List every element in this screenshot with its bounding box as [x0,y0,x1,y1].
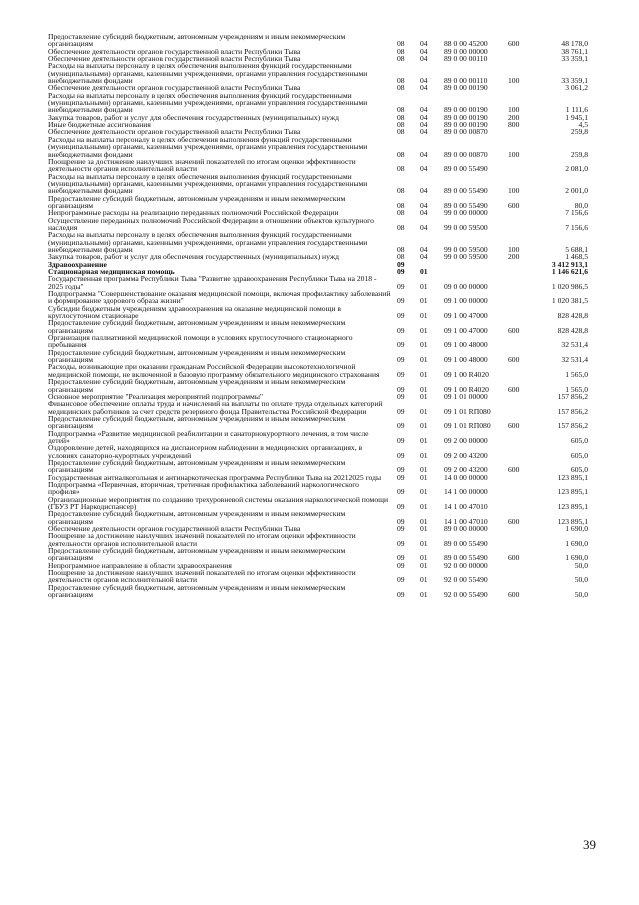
row-amount: 605,0 [570,465,588,475]
row-name: Обеспечение деятельности органов государственной власти Республики Тыва [48,524,301,534]
row-subsection: 01 [420,384,428,394]
row-subsection: 01 [420,406,428,416]
table-row [48,415,588,430]
table-row [48,334,588,349]
row-target-article: 09 1 00 48000 [444,340,488,350]
row-expense-type: 600 [508,516,520,526]
row-section: 08 [397,164,405,174]
row-subsection: 01 [420,421,428,431]
table-row [48,195,588,210]
row-section: 08 [397,120,405,130]
row-amount: 1 565,0 [565,369,588,379]
row-section: 09 [397,524,405,534]
table-row [48,231,588,253]
row-amount: 828 428,8 [557,311,588,321]
row-section: 09 [397,281,405,291]
row-section: 09 [397,590,405,600]
row-expense-type: 100 [508,76,520,86]
row-subsection: 04 [420,208,428,218]
row-subsection: 01 [420,267,428,276]
row-amount: 1 565,0 [565,384,588,394]
row-target-article: 88 0 00 45200 [444,39,488,49]
row-expense-type: 600 [508,200,520,210]
row-target-article: 89 0 00 55490 [444,186,488,196]
row-name: Предоставление субсидий бюджетным, автономным учреждениям и иным некоммерческим организациям [48,377,346,394]
table-row [48,496,588,511]
row-subsection: 01 [420,369,428,379]
row-section: 08 [397,54,405,64]
row-name: Поощрение за достижение наилучших значений показателей по итогам оценки эффективности деятельности органов исполнительной власти [48,156,356,174]
row-subsection: 04 [420,127,428,137]
table-row [48,136,588,158]
row-name: Расходы на выплаты персоналу в целях обеспечения выполнения функций государственными (муниципальными) органами, казенными учреждениями, органами управления государственными внебюджетными фондами [48,61,368,86]
row-section: 08 [397,112,405,122]
row-target-article: 92 0 00 00000 [444,560,488,570]
row-target-article: 89 0 00 00000 [444,46,488,56]
table-row [48,510,588,525]
row-name: Поощрение за достижение наилучших значений показателей по итогам оценки эффективности деятельности органов исполнительной власти [48,531,356,548]
row-target-article: 14 1 00 00000 [444,487,488,497]
row-name: Предоставление субсидий бюджетным, автономным учреждениям и иным некоммерческим организациям [48,347,346,365]
row-section: 09 [397,553,405,563]
row-amount: 7 156,6 [565,222,588,232]
row-target-article: 09 1 01 00000 [444,391,488,401]
page-number: 39 [583,837,596,852]
table-row [48,158,588,173]
row-amount: 3 061,2 [565,83,588,93]
row-section: 09 [397,267,405,276]
row-section: 09 [397,435,405,445]
row-section: 09 [397,516,405,526]
row-subsection: 04 [420,120,428,130]
row-expense-type: 100 [508,105,520,115]
row-section: 09 [397,450,405,460]
row-section: 08 [397,244,405,254]
row-name: Предоставление субсидий бюджетным, автономным учреждениям и иным некоммерческим организациям [48,546,346,563]
row-name: Расходы, возникающие при оказании гражданам Российской Федерации высокотехнологичной медицинской помощи, не включенной в базовую программу обязательного медицинского страхования [48,362,380,379]
row-target-article: 92 0 00 55490 [444,590,488,600]
table-row [48,92,588,114]
row-subsection: 01 [420,296,428,306]
row-section: 08 [397,222,405,232]
row-amount: 50,0 [574,590,588,600]
row-name: Предоставление субсидий бюджетным, автономным учреждениям и иным некоммерческим организациям [48,413,346,431]
row-subsection: 04 [420,76,428,86]
row-amount: 1 020 381,5 [551,296,588,306]
row-subsection: 01 [420,450,428,460]
table-row [48,584,588,599]
row-subsection: 04 [420,105,428,115]
row-amount: 7 156,6 [565,208,588,218]
row-target-article: 14 0 00 00000 [444,472,488,482]
row-target-article: 09 1 00 00000 [444,296,488,306]
row-section: 09 [397,384,405,394]
table-row [48,62,588,84]
row-name: Организация паллиативной медицинской помощи в условиях круглосуточного стационарного пребывания [48,333,353,350]
row-target-article: 09 2 00 43200 [444,450,488,460]
row-name: Иные бюджетные ассигнования [48,120,151,130]
table-row [48,217,588,232]
row-section: 08 [397,76,405,86]
table-row [48,319,588,334]
row-target-article: 89 0 00 00000 [444,524,488,534]
row-amount: 123 895,1 [557,516,588,526]
table-row [48,290,588,305]
row-name: Государственная программа Республики Тыва "Развитие здравоохранения Республики Тыва на 2018 - 2025 годы" [48,274,377,291]
row-name: Расходы на выплаты персоналу в целях обеспечения выполнения функций государственными (муниципальными) органами, казенными учреждениями, органами управления государственными внебюджетными фондами [48,90,368,115]
row-amount: 1 690,0 [565,538,588,548]
row-target-article: 89 0 00 00190 [444,120,488,130]
row-target-article: 09 1 00 R4020 [444,384,489,394]
table-row [48,532,588,547]
row-section: 09 [397,472,405,482]
row-amount: 2 081,0 [565,164,588,174]
row-section: 09 [397,502,405,511]
row-name: Организационные мероприятия по созданию трехуровневой системы оказания наркологической помощи (ГБУЗ РТ Наркодиспансер) [48,494,389,511]
row-name: Здравоохранение [48,259,107,269]
row-name: Обеспечение деятельности органов государственной власти Республики Тыва [48,127,301,137]
row-name: Поощрение за достижение наилучших значений показателей по итогам оценки эффективности деятельности органов исполнительной власти [48,568,356,585]
row-name: Обеспечение деятельности органов государственной власти Республики Тыва [48,46,301,56]
row-amount: 48 178,0 [561,39,588,49]
row-subsection: 04 [420,149,428,159]
row-name: Расходы на выплаты персоналу в целях обеспечения выполнения функций государственными (муниципальными) органами, казенными учреждениями, органами управления государственными внебюджетными фондами [48,171,368,196]
row-subsection: 04 [420,46,428,56]
row-amount: 123 895,1 [557,502,588,511]
row-subsection: 01 [420,575,428,585]
row-amount: 1 111,6 [565,105,588,115]
row-section: 08 [397,127,405,137]
row-target-article: 89 0 00 55490 [444,538,488,548]
row-target-article: 09 1 01 RП080 [444,406,491,416]
row-amount: 32 531,4 [561,340,588,350]
table-row [48,430,588,445]
table-row [48,481,588,496]
row-expense-type: 600 [508,421,520,431]
row-amount: 33 359,1 [561,54,588,64]
row-expense-type: 600 [508,325,520,335]
row-section: 09 [397,421,405,431]
row-name: Обеспечение деятельности органов государственной власти Республики Тыва [48,54,301,64]
row-name: Расходы на выплаты персоналу в целях обеспечения выполнения функций государственными (муниципальными) органами, казенными учреждениями, органами управления государственными внебюджетными фондами [48,230,368,254]
row-target-article: 14 1 00 47010 [444,516,488,526]
row-amount: 1 690,0 [565,553,588,563]
row-target-article: 09 1 01 RП080 [444,421,491,431]
row-subsection: 01 [420,516,428,526]
row-subsection: 01 [420,553,428,563]
row-section: 08 [397,149,405,159]
table-row [48,378,588,393]
row-section: 08 [397,105,405,115]
row-subsection: 04 [420,200,428,210]
row-target-article: 92 0 00 55490 [444,575,488,585]
row-amount: 1 690,0 [565,524,588,534]
row-subsection: 01 [420,465,428,475]
row-expense-type: 600 [508,384,520,394]
table-row [48,173,588,195]
row-target-article: 89 0 00 00870 [444,127,488,137]
row-expense-type: 200 [508,112,520,122]
row-name: Государственная антиалкогольная и антинаркотическая программа Республики Тыва на 20212025 годы [48,472,382,482]
row-name: Предоставление субсидий бюджетным, автономным учреждениям и иным некоммерческим организациям [48,457,346,475]
row-section: 09 [397,538,405,548]
row-section: 08 [397,208,405,218]
row-expense-type: 100 [508,244,520,254]
row-subsection: 01 [420,325,428,335]
row-amount: 259,8 [570,127,588,137]
row-section: 09 [397,340,405,350]
row-name: Предоставление субсидий бюджетным, автономным учреждениям и иным некоммерческим организациям [48,32,346,49]
table-row [48,569,588,584]
row-amount: 123 895,1 [557,487,588,497]
row-target-article: 99 0 00 59500 [444,222,488,232]
row-subsection: 01 [420,590,428,600]
row-subsection: 04 [420,112,428,122]
row-section: 08 [397,200,405,210]
row-name: Осуществление переданных полномочий Российской Федерации в отношении объектов культурного наследия [48,215,374,232]
row-target-article: 09 1 00 47000 [444,311,488,321]
row-subsection: 01 [420,281,428,291]
table-row [48,459,588,474]
row-subsection: 01 [420,487,428,497]
row-name: Расходы на выплаты персоналу в целях обеспечения выполнения функций государственными (муниципальными) органами, казенными учреждениями, органами управления государственными внебюджетными фондами [48,134,368,159]
row-name: Непрограммные расходы на реализацию переданных полномочий Российской Федерации [48,208,339,218]
row-amount: 123 895,1 [557,472,588,482]
row-target-article: 09 1 00 47000 [444,325,488,335]
row-amount: 3 412 913,1 [551,259,588,269]
row-target-article: 99 0 00 59500 [444,252,488,262]
row-name: Основное мероприятие "Реализация мероприятий подпрограммы" [48,391,264,401]
row-amount: 157 856,2 [557,421,588,431]
row-subsection: 01 [420,472,428,482]
row-section: 08 [397,83,405,93]
table-row [48,547,588,562]
row-section: 09 [397,465,405,475]
row-expense-type: 100 [508,186,520,196]
table-row [48,33,588,48]
row-section: 09 [397,369,405,379]
row-section: 08 [397,46,405,56]
row-target-article: 09 1 00 48000 [444,355,488,365]
row-amount: 1 146 621,6 [551,267,588,276]
row-expense-type: 600 [508,590,520,600]
row-subsection: 01 [420,435,428,445]
row-target-article: 99 0 00 00000 [444,208,488,218]
table-row [48,253,588,260]
row-subsection: 01 [420,391,428,401]
table-row [48,349,588,364]
row-target-article: 89 0 00 55490 [444,553,488,563]
row-subsection: 04 [420,39,428,49]
row-expense-type: 600 [508,355,520,365]
row-section: 09 [397,406,405,416]
row-section: 09 [397,391,405,401]
row-name: Стационарная медицинская помощь [48,267,175,276]
row-name: Непрограммное направление в области здравоохранения [48,560,232,570]
row-amount: 828 428,8 [557,325,588,335]
row-target-article: 14 1 00 47010 [444,502,488,511]
row-amount: 157 856,2 [557,391,588,401]
row-name: Подпрограмма «Развитие медицинской реабилитации и санаторнокурортного лечения, в том числе детей» [48,428,369,445]
row-target-article: 89 0 00 00190 [444,112,488,122]
row-subsection: 01 [420,355,428,365]
row-subsection: 04 [420,222,428,232]
row-expense-type: 600 [508,465,520,475]
row-subsection: 01 [420,311,428,321]
row-target-article: 89 0 00 00110 [444,76,488,86]
row-subsection: 04 [420,244,428,254]
row-amount: 50,0 [574,560,588,570]
row-amount: 1 468,5 [565,252,588,262]
table-row [48,363,588,378]
row-target-article: 09 1 00 R4020 [444,369,489,379]
row-name: Подпрограмма «Первичная, вторичная, третичная профилактика заболеваний наркологического профиля» [48,479,359,497]
row-section: 09 [397,560,405,570]
budget-table [48,33,588,598]
table-row [48,400,588,415]
row-amount: 259,8 [570,149,588,159]
row-section: 09 [397,355,405,365]
row-name: Оздоровление детей, находящихся на диспансерном наблюдении в медицинских организациях, в условиях санаторно-курортных учреждений [48,443,363,460]
row-subsection: 04 [420,186,428,196]
row-expense-type: 600 [508,39,520,49]
row-subsection: 01 [420,340,428,350]
row-target-article: 89 0 00 00110 [444,54,488,64]
row-section: 08 [397,39,405,49]
row-name: Предоставление субсидий бюджетным, автономным учреждениям и иным некоммерческим организациям [48,318,346,335]
row-amount: 80,0 [574,200,588,210]
row-amount: 605,0 [570,450,588,460]
row-target-article: 09 2 00 43200 [444,465,488,475]
row-amount: 2 001,0 [565,186,588,196]
row-subsection: 01 [420,538,428,548]
table-row [48,444,588,459]
table-row [48,275,588,290]
row-section: 08 [397,186,405,196]
row-name: Подпрограмма "Совершенствование оказания медицинской помощи, включая профилактику заболеваний и формирование здорового образа жизни" [48,289,391,306]
row-section: 09 [397,311,405,321]
row-section: 09 [397,259,405,269]
row-target-article: 89 0 00 55490 [444,164,488,174]
row-expense-type: 200 [508,252,520,262]
row-target-article: 89 0 00 00870 [444,149,488,159]
row-name: Предоставление субсидий бюджетным, автономным учреждениям и иным некоммерческим организациям [48,582,346,600]
row-subsection: 04 [420,164,428,174]
row-amount: 605,0 [570,435,588,445]
row-target-article: 99 0 00 59500 [444,244,488,254]
row-section: 08 [397,252,405,262]
row-amount: 5 688,1 [565,244,588,254]
row-subsection: 04 [420,252,428,262]
row-expense-type: 800 [508,120,520,130]
row-expense-type: 600 [508,553,520,563]
row-expense-type: 100 [508,149,520,159]
row-amount: 157 856,2 [557,406,588,416]
row-amount: 50,0 [574,575,588,585]
row-subsection: 01 [420,524,428,534]
row-subsection: 04 [420,54,428,64]
row-section: 09 [397,325,405,335]
row-name: Финансовое обеспечение оплаты труда и начислений на выплаты по оплате труда отдельных категорий медицинских работников за счет средств резервного фонда Правительства Российской Федерации [48,399,383,416]
row-amount: 1 020 986,5 [551,281,588,291]
row-target-article: 89 0 00 55490 [444,200,488,210]
row-name: Закупка товаров, работ и услуг для обеспечения государственных (муниципальных) нужд [48,252,339,262]
row-name: Предоставление субсидий бюджетным, автономным учреждениям и иным некоммерческим организациям [48,193,346,210]
row-target-article: 89 0 00 00190 [444,105,488,115]
row-section: 09 [397,296,405,306]
row-section: 09 [397,575,405,585]
row-target-article: 89 0 00 00190 [444,83,488,93]
table-row [48,305,588,320]
row-amount: 33 359,1 [561,76,588,86]
row-name: Предоставление субсидий бюджетным, автономным учреждениям и иным некоммерческим организациям [48,509,346,526]
row-name: Субсидии бюджетным учреждениям здравоохранения на оказание медицинской помощи в круглосуточном стационаре [48,303,341,321]
row-name: Обеспечение деятельности органов государственной власти Республики Тыва [48,83,301,93]
row-target-article: 09 0 00 00000 [444,281,488,291]
row-subsection: 01 [420,502,428,511]
row-amount: 1 945,1 [565,112,588,122]
row-name: Закупка товаров, работ и услуг для обеспечения государственных (муниципальных) нужд [48,112,339,122]
row-amount: 4,5 [578,120,588,130]
row-section: 09 [397,487,405,497]
row-subsection: 04 [420,83,428,93]
row-amount: 38 761,1 [561,46,588,56]
row-subsection: 01 [420,560,428,570]
row-amount: 32 531,4 [561,355,588,365]
row-target-article: 09 2 00 00000 [444,435,488,445]
